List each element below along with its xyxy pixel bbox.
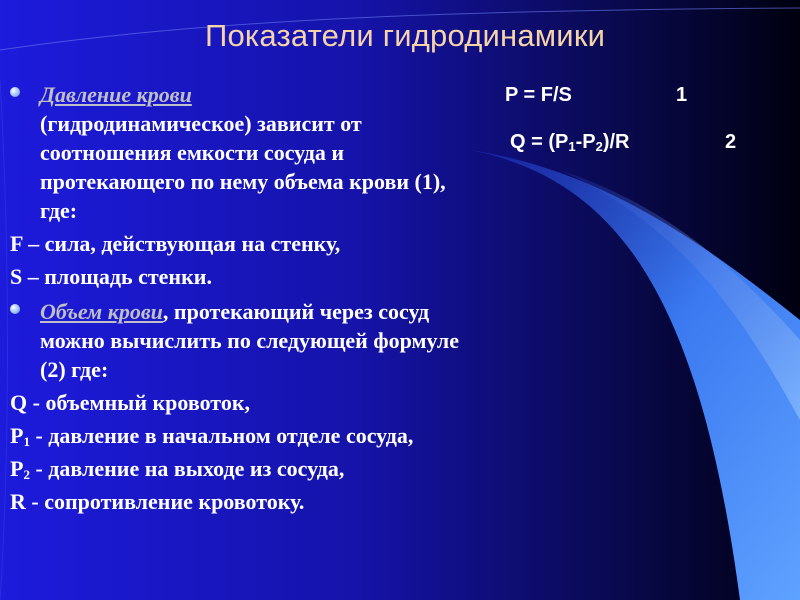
formula-volume: $Q = (P_1-P_2)/R$ [510,131,630,154]
bullet-blood-pressure [10,80,460,225]
definition-p2: $P_2$ - давление на выходе из сосуда, [10,456,345,482]
definition-p1: $P_1$ - давление в начальном отделе сосуда, [10,423,414,449]
bullet-heading: Давление крови [40,82,192,107]
bullet-icon [10,304,20,314]
slide-body [10,80,460,516]
bullet-icon [10,87,20,97]
bullet-heading: Объем крови [40,299,163,324]
bullet-blood-volume [10,297,460,384]
slide-title: Показатели гидродинамики [205,18,606,53]
formula-volume-number: 2 [725,131,737,153]
definition-q: Q - объемный кровоток, [10,390,250,415]
formula-pressure: P = F/S [505,84,572,106]
definition-r: R - сопротивление кровотоку. [10,489,305,514]
definition-s: S – площадь стенки. [10,264,212,289]
formula-pressure-number: 1 [676,84,688,106]
bullet-text: , протекающий через сосуд можно вычислить по следующей формуле (2) где: [40,299,460,382]
bullet-text: (гидродинамическое) зависит от соотношения емкости сосуда и протекающего по нему объема крови (1), где: [40,111,446,223]
definition-f: F – сила, действующая на стенку, [10,231,341,256]
